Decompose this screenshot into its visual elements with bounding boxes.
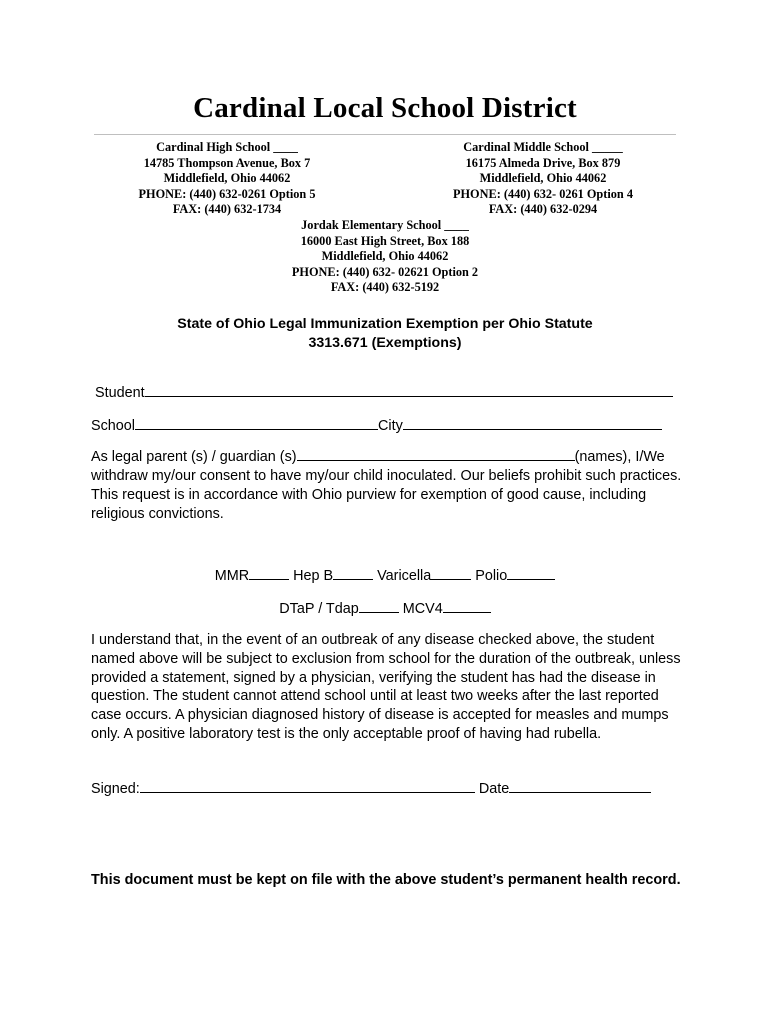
- consent-rest: withdraw my/our consent to have my/our child inoculated. Our beliefs prohibit such practices. This request is in accordance with Ohio purview for exemption of good cause, including religious convictions.: [91, 467, 682, 522]
- date-field[interactable]: [509, 779, 651, 793]
- vaccine-row-2: [0, 600, 770, 618]
- outbreak-paragraph: I understand that, in the event of an outbreak of any disease checked above, the student named above will be subject to exclusion from school for the duration of the outbreak, unless provided a statement, signed by a physician, verifying the student has had the disease in question. The student cannot attend school until at least two weeks after the last reported case occurs. A physician diagnosed history of disease is accepted for measles and mumps only. A positive laboratory test is the only acceptable proof of having had rubella.: [91, 632, 681, 742]
- school-address-jordak: [235, 218, 535, 296]
- school-address-high: [96, 140, 358, 218]
- form-heading-line1: State of Ohio Legal Immunization Exemption per Ohio Statute: [177, 316, 593, 332]
- school-name: Cardinal Middle School _____: [463, 140, 623, 154]
- school-fax: FAX: (440) 632-5192: [330, 280, 440, 295]
- consent-suffix: (names), I/We: [574, 449, 665, 465]
- form-heading-line2: 3313.671 (Exemptions): [308, 335, 462, 351]
- city-label: City: [378, 418, 403, 434]
- footer-note: This document must be kept on file with the above student’s permanent health record.: [91, 872, 681, 888]
- school-city: Middlefield, Ohio 44062: [163, 171, 291, 186]
- polio-checkbox[interactable]: [507, 567, 555, 580]
- school-phone: PHONE: (440) 632- 02621 Option 2: [291, 264, 479, 279]
- school-phone: PHONE: (440) 632-0261 Option 5: [138, 186, 316, 201]
- school-city: Middlefield, Ohio 44062: [321, 249, 449, 264]
- school-name: Jordak Elementary School ____: [301, 218, 469, 232]
- student-row: [95, 383, 673, 402]
- varicella-checkbox[interactable]: [431, 567, 471, 580]
- date-label: Date: [478, 781, 510, 797]
- district-title: Cardinal Local School District: [193, 92, 577, 124]
- school-street: 16000 East High Street, Box 188: [300, 233, 470, 248]
- hepb-label: Hep B: [293, 568, 334, 584]
- school-fax: FAX: (440) 632-1734: [172, 202, 282, 217]
- mmr-checkbox[interactable]: [249, 567, 289, 580]
- guardian-names-field[interactable]: [297, 447, 575, 461]
- school-address-middle: [412, 140, 674, 218]
- school-fax: FAX: (440) 632-0294: [488, 202, 598, 217]
- header-divider: [94, 134, 676, 135]
- signature-row: [91, 779, 651, 798]
- school-street: 16175 Almeda Drive, Box 879: [465, 155, 621, 170]
- city-field[interactable]: [403, 416, 662, 430]
- hepb-checkbox[interactable]: [333, 567, 373, 580]
- student-label: Student: [95, 385, 145, 401]
- consent-prefix: As legal parent (s) / guardian (s): [91, 449, 297, 465]
- polio-label: Polio: [475, 568, 508, 584]
- dtap-checkbox[interactable]: [359, 600, 399, 613]
- school-name: Cardinal High School ____: [156, 140, 298, 154]
- school-city: Middlefield, Ohio 44062: [479, 171, 607, 186]
- school-city-row: [91, 416, 662, 435]
- school-phone: PHONE: (440) 632- 0261 Option 4: [452, 186, 633, 201]
- vaccine-row-1: [0, 567, 770, 585]
- dtap-label: DTaP / Tdap: [279, 601, 359, 617]
- mcv4-checkbox[interactable]: [443, 600, 491, 613]
- student-field[interactable]: [145, 383, 673, 397]
- mcv4-label: MCV4: [402, 601, 443, 617]
- varicella-label: Varicella: [377, 568, 432, 584]
- signature-field[interactable]: [140, 779, 475, 793]
- school-street: 14785 Thompson Avenue, Box 7: [143, 155, 311, 170]
- school-label: School: [91, 418, 136, 434]
- form-heading: [0, 315, 770, 353]
- consent-paragraph: [91, 447, 691, 524]
- signed-label: Signed:: [91, 781, 140, 797]
- school-field[interactable]: [135, 416, 378, 430]
- mmr-label: MMR: [214, 568, 250, 584]
